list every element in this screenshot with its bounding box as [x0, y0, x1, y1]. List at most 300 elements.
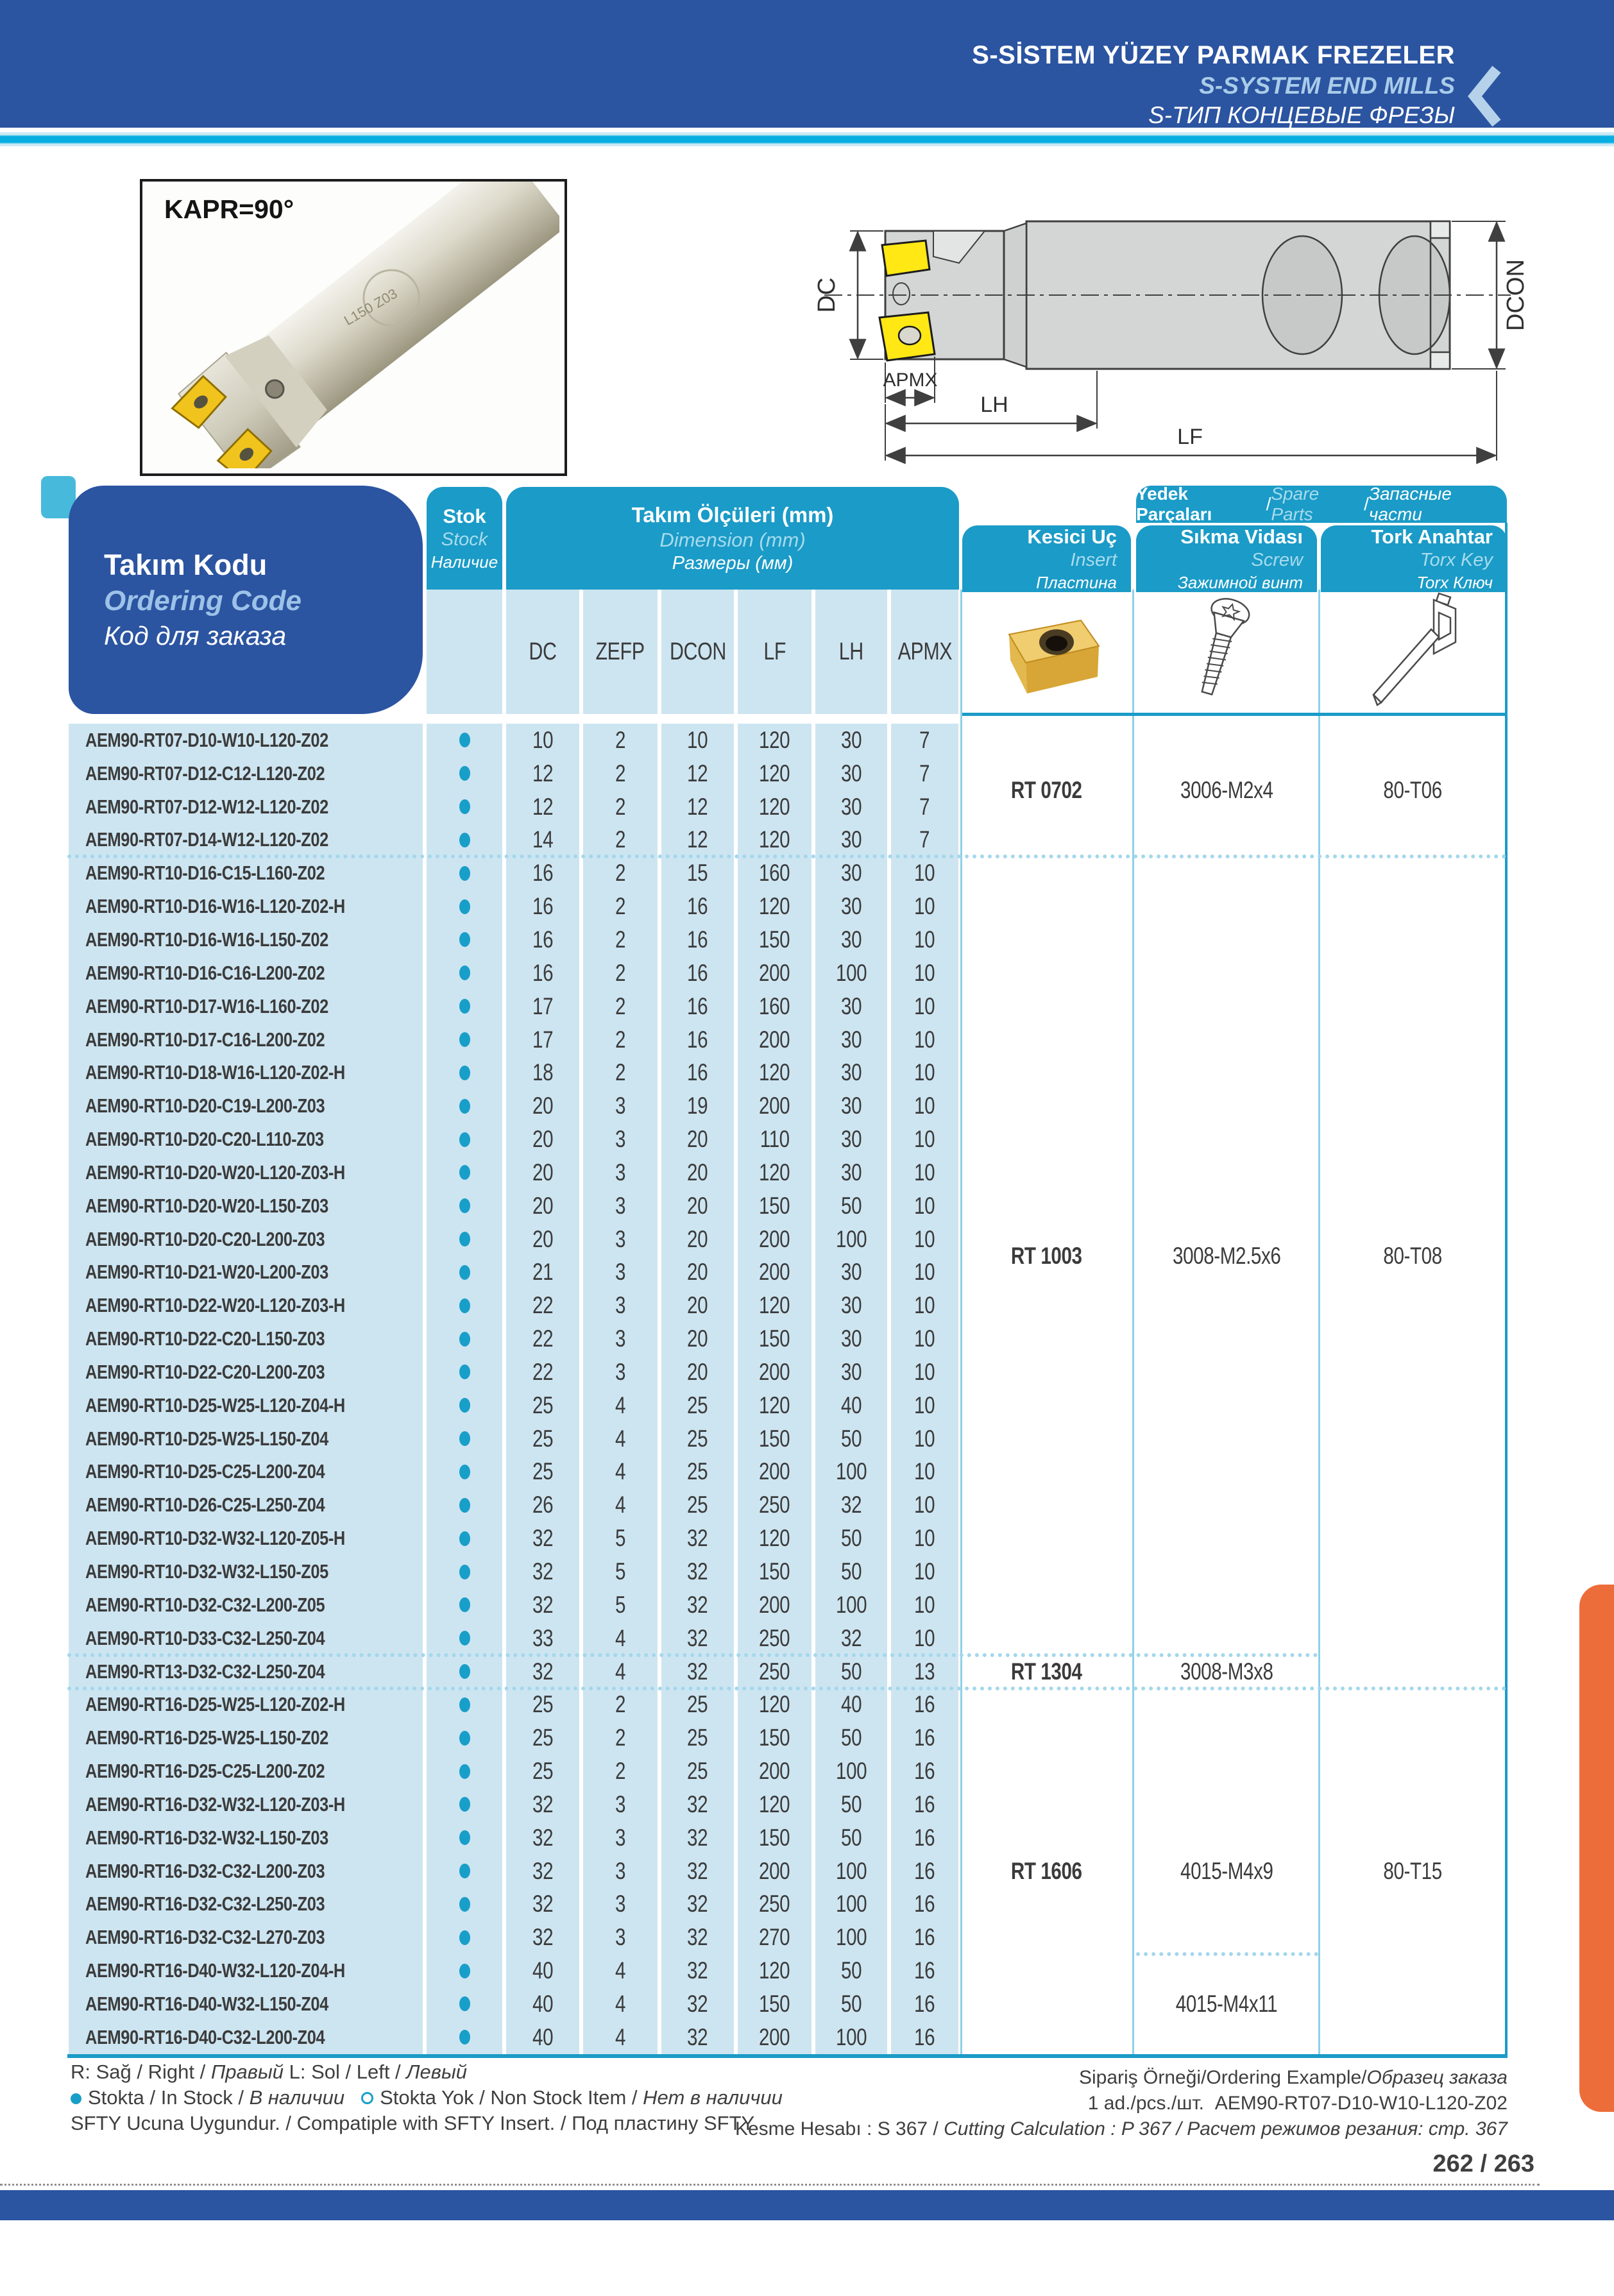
cell-dcon: 16 — [661, 1056, 734, 1089]
insert-header-ru: Пластина — [1036, 573, 1117, 592]
cell-lf: 150 — [738, 1721, 811, 1755]
cell-zefp: 5 — [583, 1555, 658, 1588]
cell-zefp: 2 — [583, 824, 658, 857]
torx-header-ru: Torx Ключ — [1416, 573, 1493, 592]
cell-zefp: 3 — [583, 1289, 658, 1322]
cell-lh: 50 — [815, 1954, 887, 1987]
insert-photo — [985, 601, 1119, 707]
cell-lh: 100 — [815, 1855, 887, 1888]
ordering-example-line: 1 ad./pcs./шт. AEM90-RT07-D10-W10-L120-Z02 — [1087, 2093, 1508, 2114]
cell-apmx: 16 — [891, 1888, 958, 1921]
cell-zefp: 2 — [583, 724, 658, 757]
insert-header-en: Insert — [1070, 550, 1117, 570]
cell-dcon: 20 — [661, 1189, 734, 1223]
cell-lf: 200 — [738, 1588, 811, 1622]
cell-dc: 10 — [506, 724, 579, 757]
row-code: AEM90-RT10-D25-W25-L150-Z04 — [69, 1422, 423, 1456]
torx-header-tr: Tork Anahtar — [1371, 525, 1493, 548]
row-code: AEM90-RT10-D16-W16-L120-Z02-H — [69, 890, 423, 923]
cell-lh: 30 — [815, 1322, 887, 1356]
cell-apmx: 16 — [891, 1855, 958, 1888]
cell-dcon: 32 — [661, 1588, 734, 1622]
cell-lh: 50 — [815, 1655, 887, 1688]
cell-dcon: 19 — [661, 1089, 734, 1123]
cell-lf: 200 — [738, 1023, 811, 1057]
cell-dcon: 25 — [661, 1488, 734, 1522]
cell-apmx: 10 — [891, 923, 958, 957]
stock-header-ru: Наличие — [430, 552, 498, 572]
row-code: AEM90-RT07-D12-C12-L120-Z02 — [69, 757, 423, 790]
insert-group-2: RT 1003 — [1011, 1242, 1082, 1269]
cell-zefp: 2 — [583, 890, 658, 923]
row-stock-cell — [427, 1522, 502, 1555]
cell-dcon: 16 — [661, 990, 734, 1023]
screw-header-en: Screw — [1251, 550, 1303, 570]
cell-lf: 160 — [738, 856, 811, 890]
stock-dot — [459, 2030, 470, 2045]
stock-dot — [459, 766, 470, 781]
stock-dot — [459, 1232, 470, 1246]
cell-lh: 100 — [815, 1921, 887, 1954]
cell-lf: 150 — [738, 1987, 811, 2021]
cell-dc: 40 — [506, 2021, 579, 2054]
cell-apmx: 10 — [891, 856, 958, 890]
cell-dc: 25 — [506, 1755, 579, 1788]
cell-dcon: 32 — [661, 2021, 734, 2054]
row-stock-cell — [427, 1655, 502, 1688]
cell-zefp: 3 — [583, 1356, 658, 1389]
cell-lf: 120 — [738, 1156, 811, 1189]
cell-dcon: 25 — [661, 1721, 734, 1755]
cell-dc: 22 — [506, 1356, 579, 1389]
cell-zefp: 4 — [583, 1488, 658, 1522]
cell-dcon: 32 — [661, 1855, 734, 1888]
row-code: AEM90-RT07-D12-W12-L120-Z02 — [69, 790, 423, 824]
table-bottom-rule — [67, 2054, 1507, 2058]
cell-lh: 50 — [815, 1821, 887, 1855]
cell-zefp: 2 — [583, 1721, 658, 1755]
cell-dc: 26 — [506, 1488, 579, 1522]
row-stock-cell — [427, 923, 502, 957]
cell-dc: 12 — [506, 790, 579, 824]
screw-group-4a: 4015-M4x9 — [1180, 1858, 1273, 1884]
cell-dc: 21 — [506, 1256, 579, 1289]
stock-dot — [459, 1631, 470, 1645]
row-stock-cell — [427, 1688, 502, 1721]
cell-zefp: 3 — [583, 1189, 658, 1223]
stock-dot — [459, 965, 470, 980]
cell-lh: 30 — [815, 856, 887, 890]
row-code: AEM90-RT10-D32-W32-L150-Z05 — [69, 1555, 423, 1588]
cell-dc: 32 — [506, 1821, 579, 1855]
cell-dcon: 32 — [661, 1987, 734, 2021]
cell-lh: 30 — [815, 923, 887, 957]
header-divider-stripe — [0, 132, 1614, 146]
cell-dcon: 25 — [661, 1755, 734, 1788]
row-stock-cell — [427, 1289, 502, 1322]
cell-zefp: 3 — [583, 1223, 658, 1256]
cell-lf: 110 — [738, 1123, 811, 1156]
cell-zefp: 4 — [583, 2021, 658, 2054]
row-stock-cell — [427, 1256, 502, 1289]
cell-zefp: 2 — [583, 1056, 658, 1089]
row-code: AEM90-RT10-D20-C20-L200-Z03 — [69, 1223, 423, 1256]
col-lh: LH — [815, 590, 887, 714]
stock-dot — [459, 866, 470, 881]
cell-apmx: 10 — [891, 1389, 958, 1422]
cell-dcon: 25 — [661, 1422, 734, 1456]
cell-dc: 12 — [506, 757, 579, 790]
cell-lh: 50 — [815, 1788, 887, 1821]
row-code: AEM90-RT10-D16-W16-L150-Z02 — [69, 923, 423, 957]
row-stock-cell — [427, 1954, 502, 1987]
cell-lf: 120 — [738, 890, 811, 923]
cell-dc: 32 — [506, 1855, 579, 1888]
cell-dcon: 25 — [661, 1389, 734, 1422]
cell-lf: 200 — [738, 957, 811, 990]
cell-apmx: 10 — [891, 1256, 958, 1289]
row-stock-cell — [427, 990, 502, 1023]
chevron-left-icon — [1467, 64, 1504, 128]
cell-apmx: 10 — [891, 1522, 958, 1555]
cell-lf: 200 — [738, 1855, 811, 1888]
stock-dot — [459, 1697, 470, 1712]
cell-lf: 150 — [738, 923, 811, 957]
stock-dot — [459, 1132, 470, 1147]
divider — [1505, 523, 1508, 2058]
row-code: AEM90-RT10-D25-C25-L200-Z04 — [69, 1456, 423, 1489]
cell-dc: 25 — [506, 1422, 579, 1456]
cell-dc: 32 — [506, 1888, 579, 1921]
group-separator — [1136, 1952, 1318, 1956]
cell-dc: 32 — [506, 1588, 579, 1622]
cell-zefp: 2 — [583, 757, 658, 790]
stock-dot — [459, 1066, 470, 1080]
cell-apmx: 16 — [891, 1921, 958, 1954]
row-stock-cell — [427, 2021, 502, 2054]
cell-apmx: 10 — [891, 1422, 958, 1456]
col-lf: LF — [738, 590, 811, 714]
cell-apmx: 10 — [891, 1056, 958, 1089]
cell-dcon: 32 — [661, 1821, 734, 1855]
cell-dc: 25 — [506, 1456, 579, 1489]
torx-group-4: 80-T15 — [1383, 1858, 1442, 1884]
stock-dot — [459, 1165, 470, 1180]
cell-apmx: 10 — [891, 1156, 958, 1189]
row-stock-cell — [427, 1888, 502, 1921]
row-stock-cell — [427, 1023, 502, 1057]
cell-lf: 200 — [738, 1256, 811, 1289]
cell-dcon: 15 — [661, 856, 734, 890]
stock-dot — [459, 1298, 470, 1313]
row-code: AEM90-RT16-D25-W25-L120-Z02-H — [69, 1688, 423, 1721]
row-code: AEM90-RT10-D22-W20-L120-Z03-H — [69, 1289, 423, 1322]
cell-dcon: 12 — [661, 757, 734, 790]
stock-dot — [459, 1597, 470, 1612]
cell-apmx: 10 — [891, 1289, 958, 1322]
row-code: AEM90-RT10-D17-W16-L160-Z02 — [69, 990, 423, 1023]
cell-lf: 270 — [738, 1921, 811, 1954]
cell-dcon: 16 — [661, 923, 734, 957]
cell-dcon: 32 — [661, 1888, 734, 1921]
row-stock-cell — [427, 1921, 502, 1954]
cell-dcon: 20 — [661, 1256, 734, 1289]
row-code: AEM90-RT10-D17-C16-L200-Z02 — [69, 1023, 423, 1057]
cell-zefp: 3 — [583, 1123, 658, 1156]
cell-dc: 17 — [506, 990, 579, 1023]
cell-apmx: 16 — [891, 1954, 958, 1987]
cell-lh: 100 — [815, 1588, 887, 1622]
cell-dcon: 20 — [661, 1223, 734, 1256]
row-code: AEM90-RT16-D32-C32-L250-Z03 — [69, 1888, 423, 1921]
row-stock-cell — [427, 790, 502, 824]
cell-lh: 32 — [815, 1488, 887, 1522]
stock-dot — [459, 1365, 470, 1379]
cell-dc: 14 — [506, 824, 579, 857]
cell-lh: 100 — [815, 1755, 887, 1788]
cell-dc: 17 — [506, 1023, 579, 1057]
cell-apmx: 10 — [891, 1223, 958, 1256]
stock-dot — [459, 1964, 470, 1978]
dimension-group-header — [506, 487, 959, 590]
cell-apmx: 10 — [891, 1123, 958, 1156]
cell-lh: 100 — [815, 957, 887, 990]
cell-dc: 32 — [506, 1522, 579, 1555]
row-code: AEM90-RT10-D20-W20-L150-Z03 — [69, 1189, 423, 1223]
cell-zefp: 3 — [583, 1156, 658, 1189]
cell-lh: 30 — [815, 990, 887, 1023]
row-code: AEM90-RT16-D40-W32-L150-Z04 — [69, 1987, 423, 2021]
cell-lh: 30 — [815, 724, 887, 757]
cell-dcon: 32 — [661, 1921, 734, 1954]
spare-parts-group-header — [1136, 486, 1507, 523]
cell-zefp: 3 — [583, 1921, 658, 1954]
cell-dc: 20 — [506, 1089, 579, 1123]
cell-apmx: 7 — [891, 824, 958, 857]
cell-dc: 33 — [506, 1622, 579, 1655]
row-code: AEM90-RT10-D18-W16-L120-Z02-H — [69, 1056, 423, 1089]
cell-lh: 50 — [815, 1422, 887, 1456]
stock-dot — [459, 733, 470, 747]
cell-dc: 32 — [506, 1921, 579, 1954]
cell-dcon: 32 — [661, 1655, 734, 1688]
screw-header-tr: Sıkma Vidası — [1180, 525, 1303, 548]
cell-lh: 30 — [815, 757, 887, 790]
row-code: AEM90-RT16-D40-W32-L120-Z04-H — [69, 1954, 423, 1987]
cell-zefp: 2 — [583, 957, 658, 990]
screw-group-4b: 4015-M4x11 — [1175, 1991, 1278, 2017]
torx-column-header — [1321, 525, 1507, 592]
cell-lf: 160 — [738, 990, 811, 1023]
row-stock-cell — [427, 1456, 502, 1489]
cell-zefp: 5 — [583, 1588, 658, 1622]
dim-header-en: Dimension (mm) — [659, 528, 806, 551]
cell-lh: 30 — [815, 1289, 887, 1322]
dimension-diagram — [805, 186, 1543, 468]
stock-dot — [459, 1099, 470, 1114]
stock-dot — [459, 899, 470, 914]
svg-text:DCON: DCON — [1502, 259, 1529, 331]
stock-dot — [459, 1398, 470, 1413]
cell-dcon: 32 — [661, 1788, 734, 1821]
cell-apmx: 10 — [891, 1189, 958, 1223]
cell-dcon: 16 — [661, 1023, 734, 1057]
cell-lh: 40 — [815, 1389, 887, 1422]
stock-header-tr: Stok — [443, 505, 486, 527]
row-stock-cell — [427, 1422, 502, 1456]
torx-header-en: Torx Key — [1420, 550, 1493, 570]
cell-lf: 200 — [738, 1223, 811, 1256]
row-stock-cell — [427, 1156, 502, 1189]
cell-apmx: 16 — [891, 1721, 958, 1755]
row-stock-cell — [427, 1987, 502, 2021]
stock-dot — [459, 1797, 470, 1812]
stock-dot — [459, 1198, 470, 1213]
cell-dcon: 20 — [661, 1322, 734, 1356]
cell-zefp: 4 — [583, 1987, 658, 2021]
cell-dcon: 32 — [661, 1622, 734, 1655]
row-code: AEM90-RT10-D25-W25-L120-Z04-H — [69, 1389, 423, 1422]
row-stock-cell — [427, 890, 502, 923]
cell-dcon: 32 — [661, 1522, 734, 1555]
cell-zefp: 4 — [583, 1456, 658, 1489]
screw-group-3: 3008-M3x8 — [1180, 1658, 1273, 1685]
row-stock-cell — [427, 1821, 502, 1855]
cell-zefp: 4 — [583, 1655, 658, 1688]
cell-apmx: 10 — [891, 1456, 958, 1489]
cell-dc: 20 — [506, 1189, 579, 1223]
cell-lf: 150 — [738, 1555, 811, 1588]
ordering-example-title: Sipariş Örneği/Ordering Example/Образец заказа — [1078, 2067, 1508, 2088]
col-apmx: APMX — [891, 590, 958, 714]
cell-lh: 30 — [815, 1356, 887, 1389]
cell-lf: 250 — [738, 1655, 811, 1688]
cell-apmx: 10 — [891, 1322, 958, 1356]
cell-dcon: 20 — [661, 1356, 734, 1389]
cell-apmx: 10 — [891, 1588, 958, 1622]
stock-dot — [459, 1531, 470, 1546]
stock-dot — [459, 1664, 470, 1679]
cell-zefp: 5 — [583, 1522, 658, 1555]
torx-key-drawing — [1358, 592, 1477, 714]
cell-dc: 40 — [506, 1954, 579, 1987]
row-stock-cell — [427, 1855, 502, 1888]
stock-dot — [459, 1731, 470, 1746]
row-stock-cell — [427, 957, 502, 990]
row-code: AEM90-RT10-D22-C20-L200-Z03 — [69, 1356, 423, 1389]
cell-dcon: 20 — [661, 1156, 734, 1189]
code-header-ru: Код для заказа — [104, 621, 287, 651]
cell-apmx: 16 — [891, 1788, 958, 1821]
dim-header-ru: Размеры (мм) — [672, 552, 794, 574]
cell-lh: 100 — [815, 1223, 887, 1256]
cell-dc: 16 — [506, 890, 579, 923]
stock-dot — [459, 799, 470, 814]
cell-lf: 120 — [738, 824, 811, 857]
cell-apmx: 16 — [891, 1688, 958, 1721]
cell-lh: 40 — [815, 1688, 887, 1721]
row-code: AEM90-RT16-D25-W25-L150-Z02 — [69, 1721, 423, 1755]
cell-lf: 120 — [738, 1056, 811, 1089]
cell-apmx: 7 — [891, 790, 958, 824]
cell-lf: 200 — [738, 2021, 811, 2054]
cell-dc: 16 — [506, 957, 579, 990]
group-separator — [67, 855, 1507, 858]
insert-column-header — [962, 525, 1131, 592]
torx-group-1: 80-T06 — [1383, 776, 1442, 803]
separator: / — [1364, 494, 1369, 514]
cell-dc: 32 — [506, 1555, 579, 1588]
header-band — [0, 0, 1614, 128]
stock-dot — [459, 1465, 470, 1479]
row-stock-cell — [427, 757, 502, 790]
row-code: AEM90-RT10-D20-C19-L200-Z03 — [69, 1089, 423, 1123]
row-code: AEM90-RT16-D32-C32-L200-Z03 — [69, 1855, 423, 1888]
cell-apmx: 13 — [891, 1655, 958, 1688]
col-dc: DC — [506, 590, 579, 714]
divider — [962, 713, 1507, 716]
cell-dc: 22 — [506, 1289, 579, 1322]
row-stock-cell — [427, 1788, 502, 1821]
cell-dc: 25 — [506, 1721, 579, 1755]
row-code: AEM90-RT13-D32-C32-L250-Z04 — [69, 1655, 423, 1688]
row-code: AEM90-RT10-D33-C32-L250-Z04 — [69, 1622, 423, 1655]
row-code: AEM90-RT10-D21-W20-L200-Z03 — [69, 1256, 423, 1289]
group-separator — [67, 1653, 1318, 1657]
cell-lh: 50 — [815, 1721, 887, 1755]
svg-text:LH: LH — [980, 393, 1008, 417]
row-code: AEM90-RT10-D16-C15-L160-Z02 — [69, 856, 423, 890]
stock-dot — [459, 1764, 470, 1779]
stock-dot — [459, 1864, 470, 1878]
svg-text:L150 Z03: L150 Z03 — [341, 285, 400, 329]
stock-dot — [459, 1032, 470, 1047]
insert-group-4: RT 1606 — [1011, 1858, 1082, 1884]
cell-lf: 120 — [738, 1389, 811, 1422]
cell-dc: 22 — [506, 1322, 579, 1356]
row-stock-cell — [427, 1721, 502, 1755]
cell-lf: 150 — [738, 1322, 811, 1356]
cell-lf: 120 — [738, 1522, 811, 1555]
cell-lh: 50 — [815, 1189, 887, 1223]
cell-zefp: 2 — [583, 1023, 658, 1057]
cutting-calculation-note: Kesme Hesabı : S 367 / Cutting Calculation : P 367 / Расчет режимов резания: стр. 367 — [735, 2118, 1508, 2139]
cell-lf: 120 — [738, 1688, 811, 1721]
cell-dc: 18 — [506, 1056, 579, 1089]
cell-zefp: 2 — [583, 1688, 658, 1721]
cell-zefp: 2 — [583, 790, 658, 824]
cell-zefp: 3 — [583, 1855, 658, 1888]
row-code: AEM90-RT10-D20-W20-L120-Z03-H — [69, 1156, 423, 1189]
cell-zefp: 2 — [583, 1755, 658, 1788]
cell-dc: 20 — [506, 1123, 579, 1156]
row-stock-cell — [427, 1322, 502, 1356]
cell-zefp: 4 — [583, 1954, 658, 1987]
row-stock-cell — [427, 724, 502, 757]
cell-zefp: 3 — [583, 1322, 658, 1356]
group-separator — [67, 1687, 1507, 1690]
row-stock-cell — [427, 856, 502, 890]
in-stock-icon — [71, 2093, 81, 2104]
code-column-header — [69, 486, 423, 714]
col-dcon: DCON — [661, 590, 734, 714]
cell-dcon: 32 — [661, 1954, 734, 1987]
cell-dc: 20 — [506, 1156, 579, 1189]
cell-dcon: 25 — [661, 1456, 734, 1489]
cell-lh: 30 — [815, 1023, 887, 1057]
row-code: AEM90-RT16-D25-C25-L200-Z02 — [69, 1755, 423, 1788]
cell-dc: 20 — [506, 1223, 579, 1256]
